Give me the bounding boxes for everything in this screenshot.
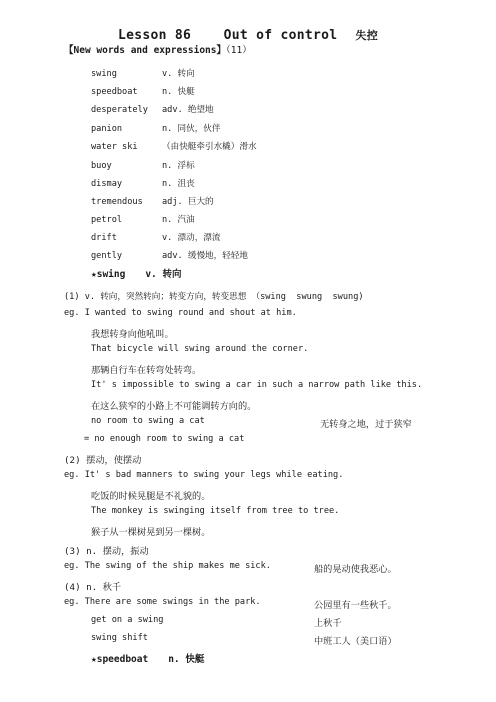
example-line: That bicycle will swing around the corner. xyxy=(91,344,309,354)
vocab-row xyxy=(91,159,195,171)
idiom-line: no room to swing a cat xyxy=(91,416,205,426)
vocab-word: desperately xyxy=(91,105,148,115)
vocab-word: panion xyxy=(91,124,123,134)
translation-line: 我想转身向他吼叫。 xyxy=(91,329,174,340)
translation-line: 吃饭的时候晃腿是不礼貌的。 xyxy=(91,491,211,502)
example-line: It' s impossible to swing a car in such a narrow path like this. xyxy=(91,380,423,390)
entry-headword: ★swing xyxy=(91,269,126,280)
vocab-word: swing xyxy=(91,69,117,79)
idiom-translation: 无转身之地，过于狭窄 xyxy=(320,419,412,430)
vocab-word: tremendous xyxy=(91,197,143,207)
vocab-definition: v. 转向 xyxy=(162,69,195,79)
vocab-row xyxy=(91,177,195,189)
vocab-word: drift xyxy=(91,233,117,243)
vocab-definition: n. 汽油 xyxy=(162,215,195,225)
entry-headword: ★speedboat xyxy=(91,654,149,665)
sense-line: (4) n. 秋千 xyxy=(64,582,122,593)
example-line: eg. It' s bad manners to swing your legs while eating. xyxy=(64,470,344,480)
vocab-definition: （由快艇牵引水橇）滑水 xyxy=(162,142,257,152)
title-english: Lesson 86 Out of control xyxy=(117,28,338,43)
sense-line: (3) n. 摆动，振动 xyxy=(64,546,149,557)
vocab-row xyxy=(91,85,195,97)
vocab-definition: n. 快艇 xyxy=(162,87,195,97)
idiom-variant: = no enough room to swing a cat xyxy=(84,434,245,444)
sense-line: (2) 摆动，使摆动 xyxy=(64,455,142,466)
example-line: The monkey is swinging itself from tree to tree. xyxy=(91,506,340,516)
vocab-definition: adv. 缓慢地，轻轻地 xyxy=(162,251,249,261)
sense-line: (1) v. 转向，突然转向；转变方向，转变思想 （swing swung swung) xyxy=(64,292,364,302)
entry-heading-speedboat xyxy=(91,651,204,665)
entry-heading-swing xyxy=(91,266,182,280)
entry-pos: v. 转向 xyxy=(145,269,182,280)
vocab-word: speedboat xyxy=(91,87,138,97)
entry-pos: n. 快艇 xyxy=(168,654,205,665)
vocab-definition: adj. 巨大的 xyxy=(162,197,214,207)
phrase-translation: 上秋千 xyxy=(314,618,342,629)
vocab-word: water ski xyxy=(91,142,138,152)
vocab-row xyxy=(91,195,214,207)
page-title xyxy=(0,27,496,43)
vocab-word: gently xyxy=(91,251,123,261)
section-header xyxy=(64,42,252,56)
translation-line: 船的晃动使我恶心。 xyxy=(314,564,397,575)
vocab-row xyxy=(91,231,221,243)
example-line: eg. The swing of the ship makes me sick. xyxy=(64,561,271,571)
section-header-label: 【New words and expressions】 xyxy=(64,45,226,56)
translation-line: 那辆自行车在转弯处转弯。 xyxy=(91,365,202,376)
phrase-line: get on a swing xyxy=(91,615,164,625)
vocab-row xyxy=(91,213,195,225)
vocab-definition: n. 沮丧 xyxy=(162,179,195,189)
vocab-definition: n. 同伙，伙伴 xyxy=(162,124,221,134)
vocab-row xyxy=(91,122,221,134)
translation-line: 猴子从一棵树晃到另一棵树。 xyxy=(91,527,211,538)
section-header-count: （11） xyxy=(226,45,252,56)
vocab-word: buoy xyxy=(91,161,112,171)
vocab-definition: v. 漂动，漂流 xyxy=(162,233,221,243)
vocab-row xyxy=(91,249,248,261)
vocab-row xyxy=(91,140,257,152)
example-line: eg. There are some swings in the park. xyxy=(64,597,261,607)
vocab-word: petrol xyxy=(91,215,123,225)
vocab-row xyxy=(91,103,214,115)
translation-line: 在这么狭窄的小路上不可能调转方向的。 xyxy=(91,401,257,412)
example-line: eg. I wanted to swing round and shout at him. xyxy=(64,308,297,318)
phrase-translation: 中班工人（美口语） xyxy=(314,636,397,647)
phrase-line: swing shift xyxy=(91,633,148,643)
vocab-definition: n. 浮标 xyxy=(162,161,195,171)
title-chinese: 失控 xyxy=(355,29,379,42)
translation-line: 公园里有一些秋千。 xyxy=(314,600,397,611)
vocab-definition: adv. 绝望地 xyxy=(162,105,214,115)
vocab-row xyxy=(91,67,195,79)
vocab-word: dismay xyxy=(91,179,123,189)
